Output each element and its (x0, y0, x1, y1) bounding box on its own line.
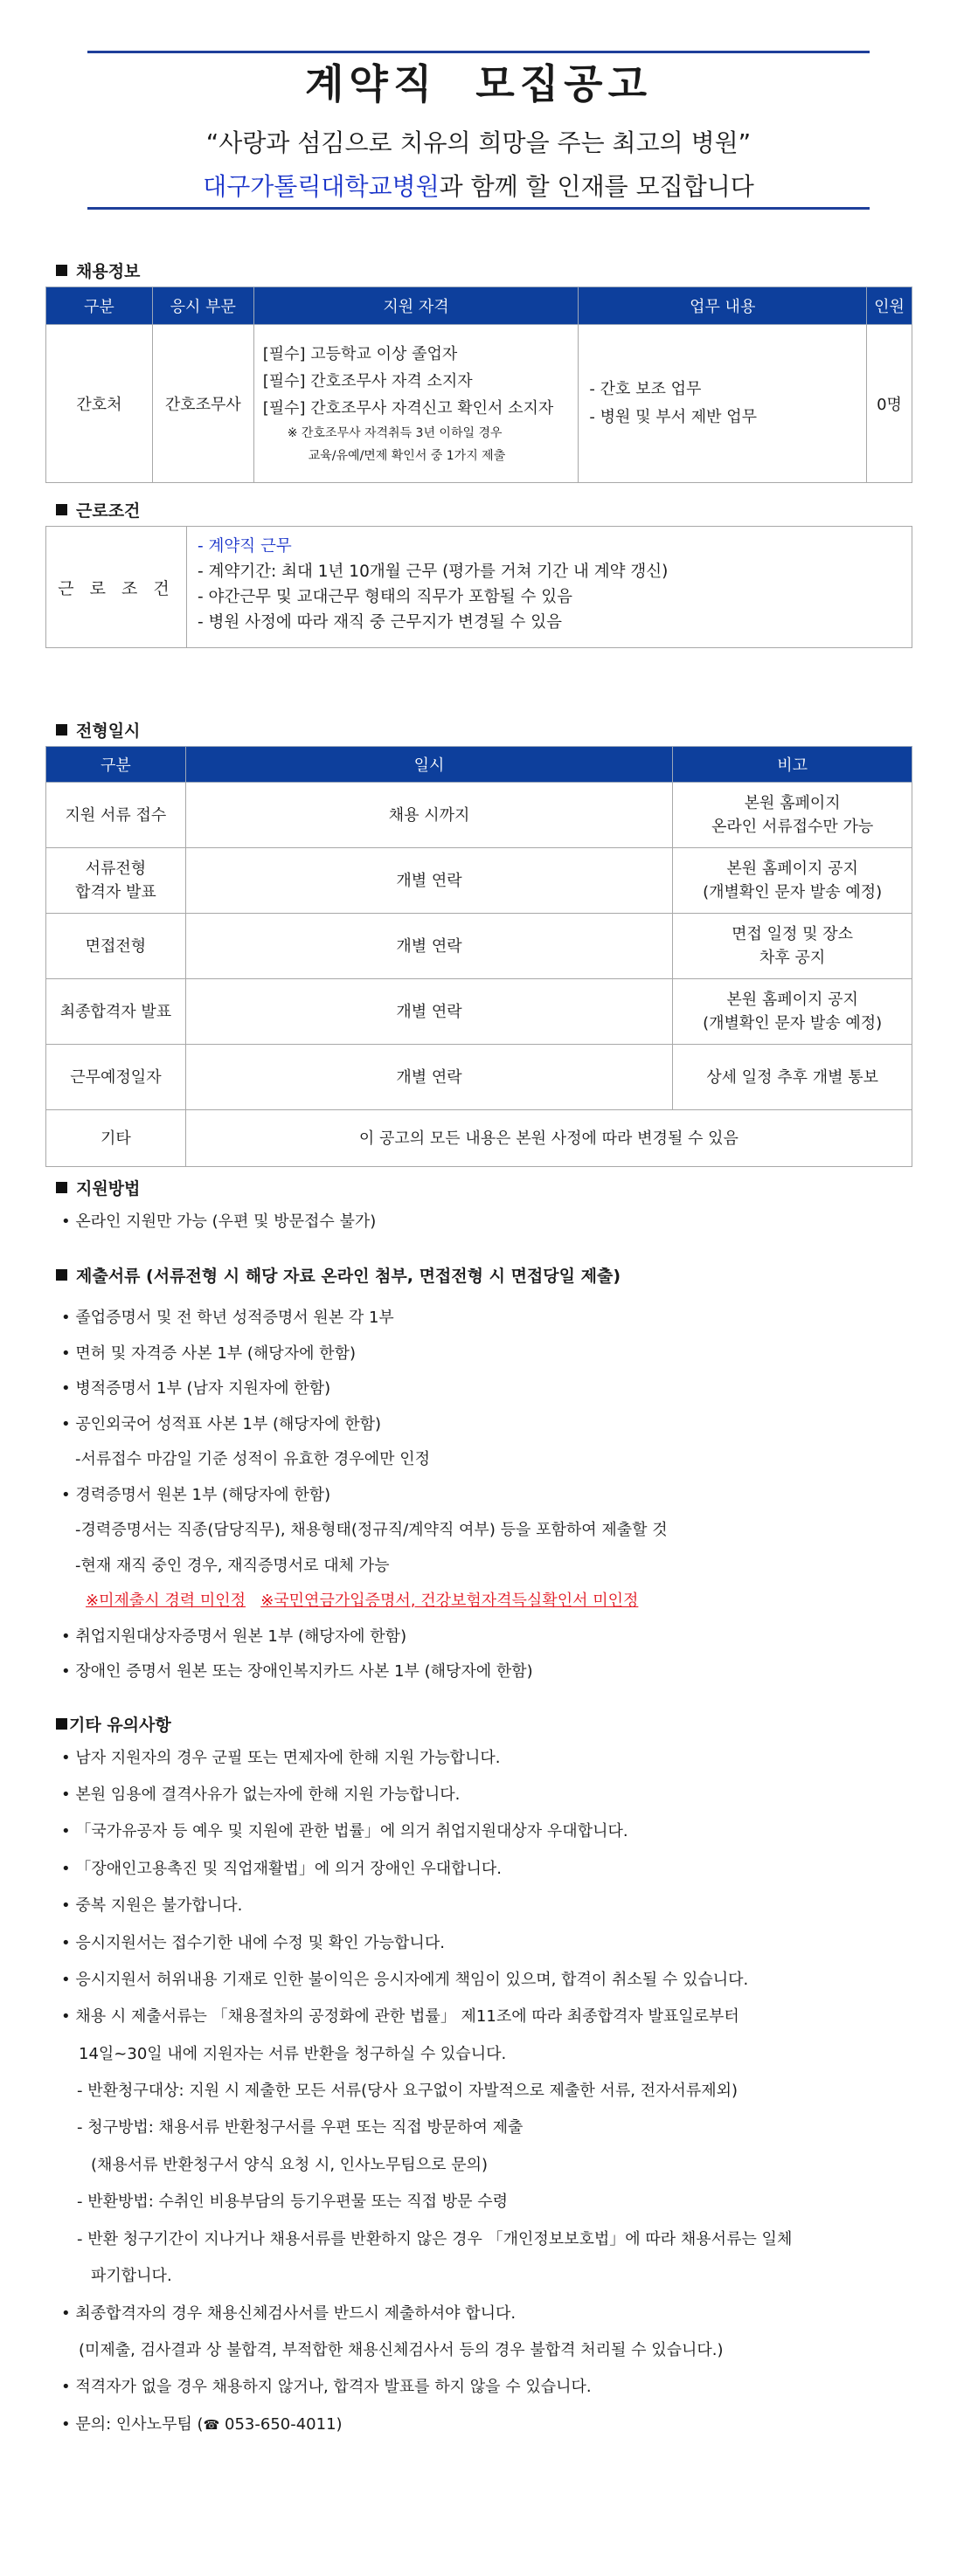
section-recruit-heading: 채용정보 (56, 259, 140, 282)
phone-icon: ☎ (203, 2417, 220, 2433)
table-row: 기타 이 공고의 모든 내용은 본원 사정에 따라 변경될 수 있음 (46, 1110, 912, 1167)
warning-line: ※미제출시 경력 미인정 ※국민연금가입증명서, 건강보험자격득실확인서 미인정 (86, 1592, 639, 1610)
section-work-heading: 근로조건 (56, 498, 140, 521)
col-header: 인원 (867, 287, 912, 325)
section-notes-heading: 기타 유의사항 (56, 1712, 171, 1736)
list-item: • 온라인 지원만 가능 (우편 및 방문접수 불가) (61, 1212, 377, 1231)
list-item: • 장애인 증명서 원본 또는 장애인복지카드 사본 1부 (해당자에 한함) (61, 1662, 533, 1681)
list-item: - 계약기간: 최대 1년 10개월 근무 (평가를 거쳐 기간 내 계약 갱신) (198, 563, 669, 581)
list-item: • 면허 및 자격증 사본 1부 (해당자에 한함) (61, 1344, 356, 1363)
list-item: -현재 재직 중인 경우, 재직증명서로 대체 가능 (75, 1557, 390, 1575)
list-item: • 병적증명서 1부 (남자 지원자에 한함) (61, 1379, 331, 1398)
square-bullet-icon (56, 1269, 67, 1281)
square-bullet-icon (56, 504, 67, 515)
list-item: • 졸업증명서 및 전 학년 성적증명서 원본 각 1부 (61, 1309, 394, 1327)
square-bullet-icon (56, 1718, 67, 1730)
list-item: - 계약직 근무 (198, 537, 292, 556)
section-schedule-heading: 전형일시 (56, 718, 140, 742)
table-row: 서류전형 합격자 발표 개별 연락 본원 홈페이지 공지 (개별확인 문자 발송 예정) (46, 848, 912, 914)
qualification-note: ※ 간호조무사 자격취득 3년 이하일 경우 (287, 425, 503, 440)
tagline (0, 168, 957, 203)
square-bullet-icon (56, 265, 67, 276)
col-header: 지원 자격 (253, 287, 579, 325)
list-item: • 응시지원서 허위내용 기재로 인한 불이익은 응시자에게 책임이 있으며, 합격이 취소될 수 있습니다. (61, 1971, 749, 1989)
count-cell: 0명 (867, 325, 912, 483)
recruit-table (45, 287, 912, 483)
schedule-table-header (46, 747, 912, 783)
col-header: 응시 부문 (152, 287, 253, 325)
col-header: 구분 (46, 747, 186, 783)
schedule-table (45, 746, 912, 1167)
list-item: • 중복 지원은 불가합니다. (61, 1896, 243, 1915)
tagline-rest: 과 함께 할 인재를 모집합니다 (439, 172, 754, 201)
col-header: 구분 (46, 287, 153, 325)
list-item: (채용서류 반환청구서 양식 요청 시, 인사노무팀으로 문의) (91, 2156, 489, 2174)
recruit-table-header (46, 287, 912, 325)
work-label: 근 로 조 건 (46, 527, 187, 647)
list-item: • 본원 임용에 결격사유가 없는자에 한해 지원 가능합니다. (61, 1785, 461, 1804)
list-item: - 청구방법: 채용서류 반환청구서를 우편 또는 직접 방문하여 제출 (77, 2118, 524, 2137)
table-row: 근무예정일자 개별 연락 상세 일정 추후 개별 통보 (46, 1045, 912, 1110)
work-conditions-list (198, 534, 668, 635)
list-item: - 야간근무 및 교대근무 형태의 직무가 포함될 수 있음 (198, 588, 573, 606)
square-bullet-icon (56, 1182, 67, 1193)
field-cell: 간호조무사 (152, 325, 253, 483)
header-bottom-rule (87, 207, 870, 210)
division-cell: 간호처 (46, 325, 153, 483)
list-item: - 반환방법: 수취인 비용부담의 등기우편물 또는 직접 방문 수령 (77, 2193, 509, 2211)
qualification-cell: [필수] 고등학교 이상 졸업자 [필수] 간호조무사 자격 소지자 [필수] 간호조무사 자격신고 확인서 소지자 ※ 간호조무사 자격취득 3년 이하일 경우 교육/유예/면제 확인서 중 1가지 제출 (253, 325, 579, 483)
list-item: • 채용 시 제출서류는 「채용절차의 공정화에 관한 법률」 제11조에 따라 최종합격자 발표일로부터 (61, 2007, 739, 2026)
section-apply-heading: 지원방법 (56, 1176, 140, 1199)
list-item: -경력증명서는 직종(담당직무), 채용형태(정규직/계약직 여부) 등을 포함하여 제출할 것 (75, 1521, 668, 1539)
slogan: “사랑과 섬김으로 치유의 희망을 주는 최고의 병원” (205, 128, 752, 157)
contact-line: • 문의: 인사노무팀 (☎ 053-650-4011) (61, 2415, 343, 2434)
list-item: -서류접수 마감일 기준 성적이 유효한 경우에만 인정 (75, 1450, 430, 1468)
list-item: • 공인외국어 성적표 사본 1부 (해당자에 한함) (61, 1415, 382, 1433)
table-row (46, 325, 912, 483)
list-item: - 반환청구대상: 지원 시 제출한 모든 서류(당사 요구없이 자발적으로 제출한 서류, 전자서류제외) (77, 2082, 739, 2100)
list-item: • 경력증명서 원본 1부 (해당자에 한함) (61, 1486, 331, 1504)
page-title: 계약직 모집공고 (304, 60, 653, 107)
duty-cell: - 간호 보조 업무 - 병원 및 부서 제반 업무 (579, 325, 867, 483)
col-header: 업무 내용 (579, 287, 867, 325)
list-item: • 취업지원대상자증명서 원본 1부 (해당자에 한함) (61, 1627, 407, 1646)
list-item: - 반환 청구기간이 지나거나 채용서류를 반환하지 않은 경우 「개인정보보호법」에 따라 채용서류는 일체 (77, 2230, 793, 2248)
table-row: 지원 서류 접수 채용 시까지 본원 홈페이지 온라인 서류접수만 가능 (46, 783, 912, 848)
list-item: 파기합니다. (91, 2267, 172, 2285)
col-header: 비고 (673, 747, 912, 783)
section-documents-heading: 제출서류 (서류전형 시 해당 자료 온라인 첨부, 면접전형 시 면접당일 제출) (56, 1263, 621, 1287)
table-row: 면접전형 개별 연락 면접 일정 및 장소 차후 공지 (46, 914, 912, 979)
work-conditions-box (45, 526, 912, 648)
square-bullet-icon (56, 724, 67, 736)
list-item: • 「국가유공자 등 예우 및 지원에 관한 법률」에 의거 취업지원대상자 우대합니다. (61, 1822, 628, 1840)
list-item: - 병원 사정에 따라 재직 중 근무지가 변경될 수 있음 (198, 613, 563, 632)
table-row: 최종합격자 발표 개별 연락 본원 홈페이지 공지 (개별확인 문자 발송 예정) (46, 979, 912, 1045)
list-item: • 응시지원서는 접수기한 내에 수정 및 확인 가능합니다. (61, 1934, 445, 1952)
list-item: • 「장애인고용촉진 및 직업재활법」에 의거 장애인 우대합니다. (61, 1860, 502, 1878)
col-header: 일시 (185, 747, 672, 783)
list-item: • 적격자가 없을 경우 채용하지 않거나, 합격자 발표를 하지 않을 수 있습니다. (61, 2378, 592, 2396)
qualification-note: 교육/유예/면제 확인서 중 1가지 제출 (308, 448, 506, 463)
list-item: • 최종합격자의 경우 채용신체검사서를 반드시 제출하셔야 합니다. (61, 2304, 517, 2323)
list-item: • 남자 지원자의 경우 군필 또는 면제자에 한해 지원 가능합니다. (61, 1749, 501, 1767)
list-item: 14일~30일 내에 지원자는 서류 반환을 청구하실 수 있습니다. (79, 2045, 507, 2063)
list-item: (미제출, 검사결과 상 불합격, 부적합한 채용신체검사서 등의 경우 불합격 처리될 수 있습니다.) (79, 2341, 724, 2359)
hospital-name: 대구가톨릭대학교병원 (203, 172, 440, 201)
